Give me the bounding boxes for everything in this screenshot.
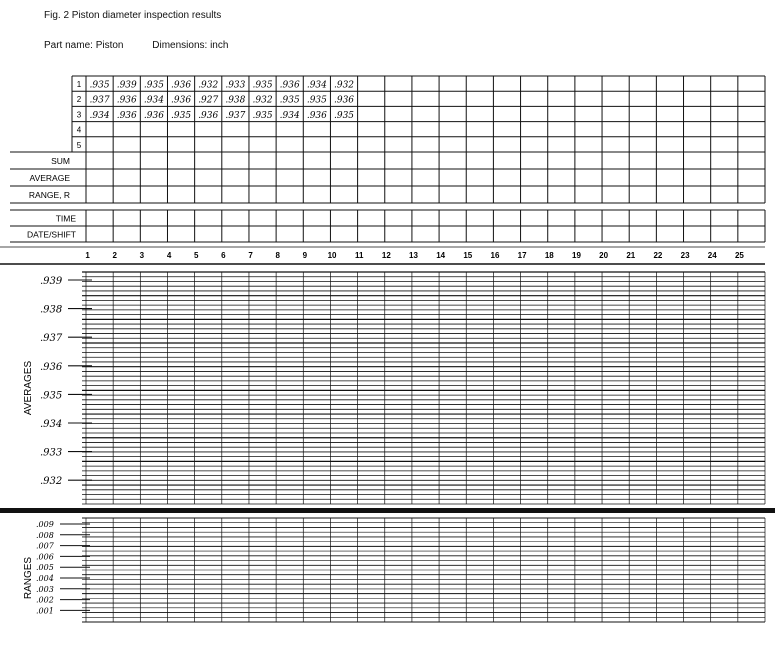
column-number: 25 xyxy=(734,251,744,260)
row-number: 1 xyxy=(76,80,82,89)
ranges-axis-title: RANGES xyxy=(23,556,34,600)
column-number: 10 xyxy=(327,251,337,260)
measurement-cell: .935 xyxy=(89,80,110,91)
measurement-cell: .935 xyxy=(252,110,273,121)
figure-caption: Fig. 2 Piston diameter inspection results xyxy=(44,10,222,21)
measurement-cell: .936 xyxy=(333,95,355,106)
measurement-cell: .935 xyxy=(143,80,164,91)
range-tick-label: .003 xyxy=(36,584,54,594)
avg-tick-label: .933 xyxy=(40,447,63,459)
measurement-cell: .935 xyxy=(333,110,355,121)
range-tick-label: .004 xyxy=(36,574,54,583)
dimensions-label: Dimensions: inch xyxy=(152,40,229,51)
row-number: 5 xyxy=(76,140,82,150)
column-number: 4 xyxy=(166,251,172,260)
measurement-cell: .935 xyxy=(279,95,300,106)
measurement-cell: .939 xyxy=(116,80,137,91)
column-number: 22 xyxy=(653,251,663,260)
column-number: 23 xyxy=(680,251,690,260)
column-number: 9 xyxy=(302,251,308,260)
column-number: 21 xyxy=(626,251,636,260)
column-number: 17 xyxy=(517,251,527,260)
avg-tick-label: .937 xyxy=(40,333,63,345)
measurement-cell: .936 xyxy=(116,110,137,121)
column-number: 24 xyxy=(707,251,717,260)
column-number: 12 xyxy=(381,251,391,260)
range-tick-label: .002 xyxy=(36,595,54,605)
measurement-cell: .935 xyxy=(306,95,327,106)
column-number: 6 xyxy=(221,251,226,260)
measurement-cell: .936 xyxy=(143,110,164,121)
measurement-cell: .934 xyxy=(279,110,300,121)
measurement-cell: .936 xyxy=(198,110,219,121)
data-entry-table xyxy=(0,76,765,264)
column-number: 3 xyxy=(139,251,145,260)
range-tick-label: .007 xyxy=(36,541,54,551)
measurement-cell: .935 xyxy=(171,110,192,121)
measurement-cell: .936 xyxy=(279,80,300,91)
column-number: 15 xyxy=(463,251,473,260)
averages-chart xyxy=(0,272,775,513)
column-number: 5 xyxy=(193,251,199,260)
stat-label: RANGE, R xyxy=(28,190,70,200)
time-label: TIME xyxy=(55,213,76,224)
measurement-cell: .932 xyxy=(252,95,273,106)
range-tick-label: .006 xyxy=(36,552,54,562)
measurement-cell: .937 xyxy=(225,110,246,121)
part-name-label: Part name: Piston xyxy=(44,40,124,51)
measurement-cell: .934 xyxy=(306,80,327,91)
column-number: 1 xyxy=(85,251,90,260)
measurement-cell: .936 xyxy=(306,110,327,121)
column-number: 8 xyxy=(275,251,280,260)
measurement-cell: .932 xyxy=(333,80,355,91)
chart-divider xyxy=(0,508,775,513)
avg-tick-label: .938 xyxy=(40,304,63,316)
column-number: 16 xyxy=(490,251,500,260)
measurement-cell: .934 xyxy=(143,95,164,106)
column-number: 11 xyxy=(354,251,364,260)
column-number: 19 xyxy=(572,251,581,260)
range-tick-label: .009 xyxy=(36,520,54,529)
measurement-cell: .936 xyxy=(171,80,192,91)
measurement-cell: .935 xyxy=(252,80,273,91)
stat-label: SUM xyxy=(51,156,70,166)
avg-tick-label: .934 xyxy=(40,419,63,430)
averages-axis-title: AVERAGES xyxy=(23,360,34,416)
measurement-cell: .927 xyxy=(198,95,219,106)
measurement-cell: .933 xyxy=(225,80,246,91)
column-number: 13 xyxy=(409,251,418,260)
time-label: DATE/SHIFT xyxy=(27,229,76,240)
stat-label: AVERAGE xyxy=(29,173,70,183)
range-tick-label: .008 xyxy=(36,530,54,540)
measurement-cell: .936 xyxy=(171,95,192,106)
row-number: 2 xyxy=(76,95,82,105)
avg-tick-label: .932 xyxy=(40,476,63,488)
avg-tick-label: .935 xyxy=(40,390,63,402)
range-tick-label: .001 xyxy=(36,606,54,616)
column-number: 7 xyxy=(248,251,253,260)
measurement-cell: .937 xyxy=(89,95,110,106)
range-tick-label: .005 xyxy=(36,563,54,573)
row-number: 4 xyxy=(76,125,82,135)
column-number: 14 xyxy=(436,251,446,260)
measurement-cell: .938 xyxy=(225,95,246,106)
measurement-cell: .932 xyxy=(198,80,219,91)
measurement-cell: .936 xyxy=(116,95,137,106)
column-number: 20 xyxy=(599,251,609,260)
column-number: 18 xyxy=(544,251,554,260)
ranges-chart xyxy=(23,518,765,622)
column-number: 2 xyxy=(112,251,117,260)
avg-tick-label: .936 xyxy=(40,361,63,373)
row-number: 3 xyxy=(76,110,82,120)
avg-tick-label: .939 xyxy=(40,276,63,287)
measurement-cell: .934 xyxy=(89,110,110,121)
